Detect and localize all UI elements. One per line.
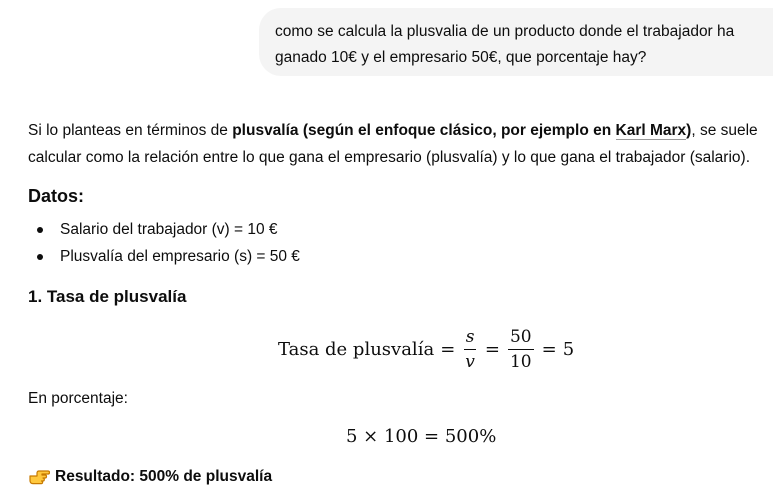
user-message-bubble — [259, 8, 773, 76]
datos-heading: Datos: — [28, 186, 85, 206]
intro-text: Si lo planteas en términos de — [28, 122, 233, 139]
formula-equals: = — [440, 338, 456, 360]
formula-equals: = — [541, 338, 557, 360]
datos-list — [28, 216, 300, 270]
fraction-numerator: 50 — [508, 327, 534, 350]
section-heading-tasa: 1. Tasa de plusvalía — [28, 287, 187, 306]
formula-tasa-plusvalia — [278, 324, 574, 374]
fraction-s-over-v — [463, 327, 477, 372]
formula-result: 5 — [562, 338, 575, 360]
datos-item-plusvalia: Plusvalía del empresario (s) = 50 € — [28, 243, 300, 270]
datos-item-salario: Salario del trabajador (v) = 10 € — [28, 216, 300, 243]
result-line — [28, 465, 272, 489]
intro-paragraph — [28, 117, 768, 171]
percent-label: En porcentaje: — [28, 390, 128, 407]
formula-equals: = — [484, 338, 500, 360]
result-text: Resultado: 500% de plusvalía — [55, 468, 273, 485]
fraction-50-over-10 — [508, 327, 534, 372]
intro-text: , se suele calcular como la relación entre lo que gana el empresario (plusvalía) y lo que gana el trabajador (salario). — [28, 122, 758, 166]
user-message-line: ganado 10€ y el empresario 50€, que porcentaje hay? — [275, 49, 647, 66]
formula-percentage: 5 × 100 = 500% — [346, 426, 497, 447]
fraction-denominator: 10 — [509, 351, 532, 372]
pointing-hand-icon — [28, 468, 50, 486]
intro-bold-text: plusvalía (según el enfoque clásico, por ejemplo en — [232, 122, 616, 139]
karl-marx-link[interactable]: Karl Marx — [615, 122, 687, 139]
user-message-line: como se calcula la plusvalia de un producto donde el trabajador ha — [275, 23, 735, 40]
intro-bold-text: ) — [686, 122, 692, 139]
fraction-denominator: v — [465, 351, 475, 372]
fraction-numerator: s — [464, 327, 477, 350]
formula-label: Tasa de plusvalía — [278, 338, 435, 360]
